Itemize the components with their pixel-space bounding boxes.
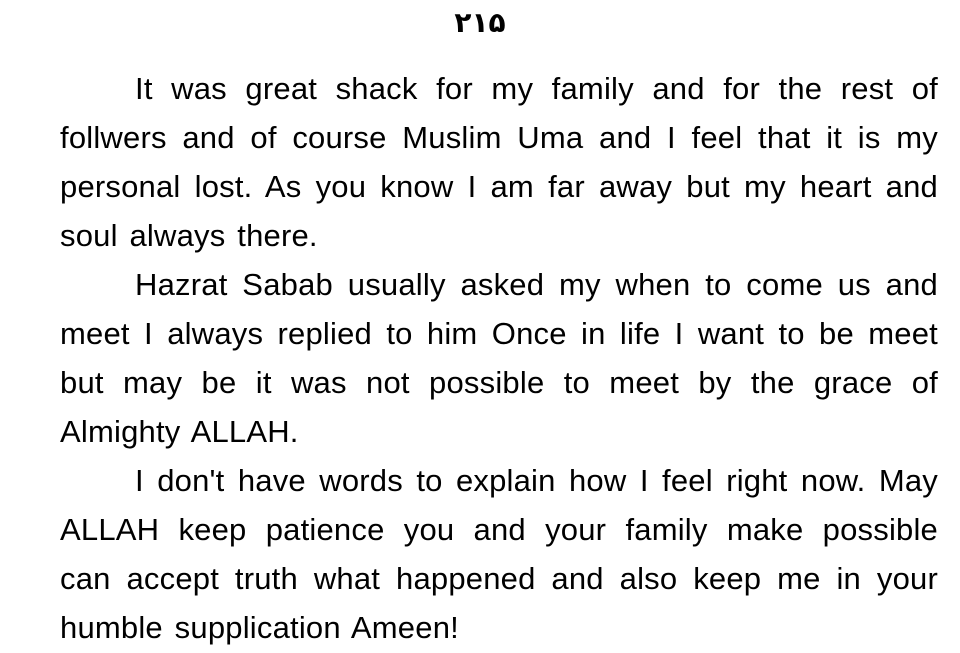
paragraph: Hazrat Sabab usually asked my when to come us and meet I always replied to him Once in life I want to be meet but may be it was not possible to meet by the grace of Almighty ALLAH. bbox=[60, 267, 938, 449]
paragraph: I don't have words to explain how I feel right now. May ALLAH keep patience you and your family make possible can accept truth what happened and also keep me in your humble supplication Ameen! bbox=[60, 463, 938, 645]
letter-body bbox=[60, 64, 938, 652]
page-number: ۲۱۵ bbox=[454, 6, 506, 39]
paragraph: It was great shack for my family and for the rest of follwers and of course Muslim Uma and I feel that it is my personal lost. As you know I am far away but my heart and soul always there. bbox=[60, 71, 938, 253]
